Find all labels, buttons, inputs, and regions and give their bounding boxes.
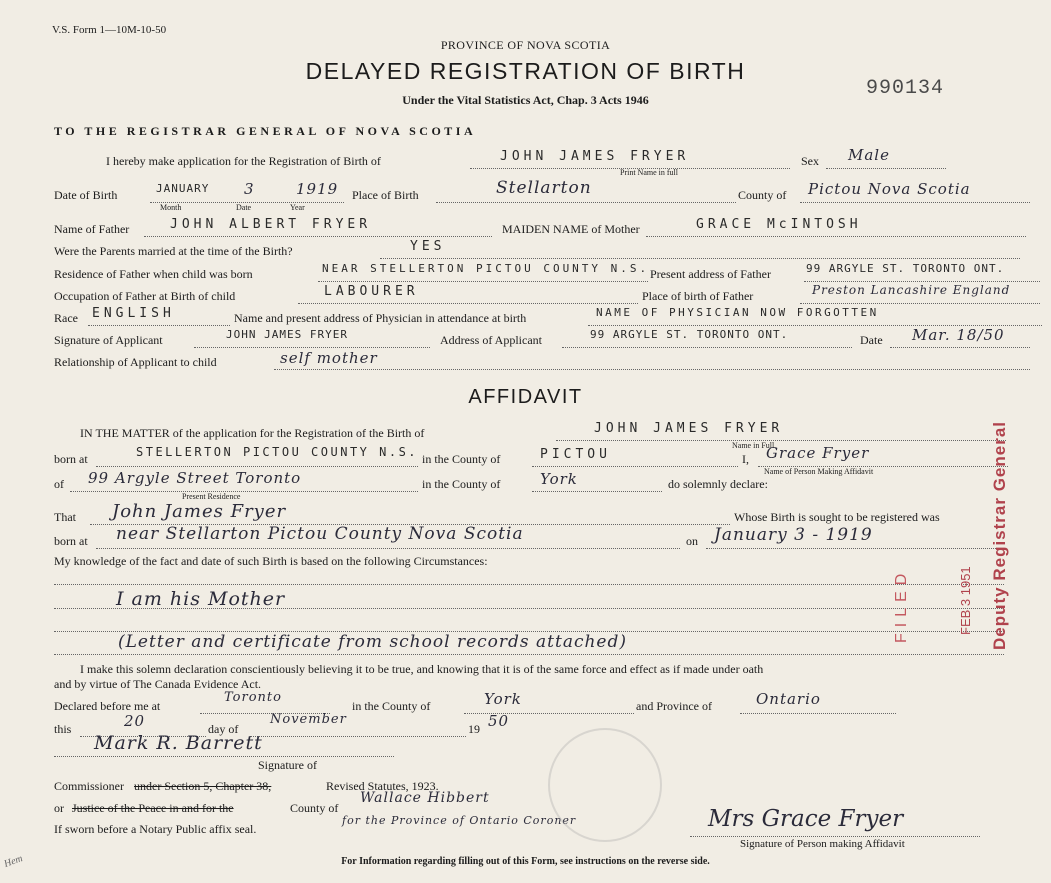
i-label: I,: [742, 452, 749, 466]
county-of-label: in the County of: [422, 452, 501, 466]
footer-info: For Information regarding filling out of this Form, see instructions on the reverse side.: [341, 856, 710, 867]
father-birthplace-value: Preston Lancashire England: [812, 283, 1011, 297]
pob-value: Stellarton: [496, 178, 592, 198]
solemn-declaration-2: and by virtue of The Canada Evidence Act.: [54, 677, 262, 691]
matter-label: IN THE MATTER of the application for the Registration of the Birth of: [80, 426, 425, 440]
revised-statutes: Revised Statutes, 1923.: [326, 779, 439, 793]
county3-value: York: [484, 690, 522, 708]
applicant-date-value: Mar. 18/50: [912, 326, 1005, 344]
affidavit-heading: AFFIDAVIT: [468, 386, 583, 408]
born-at-label: born at: [54, 452, 88, 466]
county4-label: County of: [290, 801, 339, 815]
serial-number: 990134: [866, 77, 945, 100]
applicant-signature-value: JOHN JAMES FRYER: [226, 328, 348, 341]
filed-date-stamp: FEB 3 1951: [958, 566, 973, 635]
born-at2-label: born at: [54, 534, 88, 548]
relationship-label: Relationship of Applicant to child: [54, 355, 217, 369]
dob-month: JANUARY: [156, 182, 210, 195]
addressee-line: TO THE REGISTRAR GENERAL OF NOVA SCOTIA: [54, 124, 477, 138]
this-label: this: [54, 722, 72, 736]
born-at-value: STELLERTON PICTOU COUNTY N.S.: [136, 445, 419, 459]
circumstance-line-1: I am his Mother: [116, 588, 286, 610]
race-label: Race: [54, 311, 78, 325]
county4-value: Wallace Hibbert: [360, 790, 490, 806]
born-at2-value: near Stellarton Pictou County Nova Scotia: [116, 524, 524, 544]
occupation-label: Occupation of Father at Birth of child: [54, 289, 236, 303]
solemn-declaration: I make this solemn declaration conscientiously believing it to be true, and knowing that it is of the same force and effect as if made under oath: [80, 662, 764, 676]
residence-label: Residence of Father when child was born: [54, 267, 253, 281]
notary-label: If sworn before a Notary Public affix seal.: [54, 822, 257, 836]
applicant-address-label: Address of Applicant: [440, 333, 542, 347]
commissioner-signature: Mark R. Barrett: [94, 732, 263, 754]
dob-day: 3: [244, 180, 255, 198]
day-of-label: day of: [208, 722, 239, 736]
pob-label: Place of Birth: [352, 188, 419, 202]
applicant-address-value: 99 ARGYLE ST. TORONTO ONT.: [590, 328, 789, 341]
affiant-name-caption: Name of Person Making Affidavit: [764, 467, 874, 476]
applicant-signature-label: Signature of Applicant: [54, 333, 163, 347]
child-name: JOHN JAMES FRYER: [500, 149, 690, 164]
father-birthplace-label: Place of birth of Father: [642, 289, 754, 303]
month-caption: Month: [160, 203, 182, 212]
application-label: I hereby make application for the Registration of Birth of: [106, 154, 381, 168]
province-label: and Province of: [636, 699, 712, 713]
married-value: YES: [410, 239, 446, 254]
date-caption: Date: [236, 203, 252, 212]
applicant-date-label: Date: [860, 333, 883, 347]
name-in-full-caption: Name in Full: [732, 441, 775, 450]
print-name-caption: Print Name in full: [620, 168, 678, 177]
notary-note: for the Province of Ontario Coroner: [342, 814, 577, 827]
sex-label: Sex: [801, 154, 819, 168]
residence-value: NEAR STELLERTON PICTOU COUNTY N.S.: [322, 262, 650, 275]
province-value: Ontario: [756, 690, 821, 708]
county2-value: York: [540, 470, 578, 488]
circumstance-line-2: (Letter and certificate from school records attached): [118, 632, 628, 652]
form-subtitle: Under the Vital Statistics Act, Chap. 3 Acts 1946: [402, 93, 649, 107]
mother-label: MAIDEN NAME of Mother: [502, 222, 640, 236]
mother-name: GRACE McINTOSH: [696, 217, 862, 232]
signature-of-label: Signature of: [258, 758, 317, 772]
on-label: on: [686, 534, 698, 548]
father-name: JOHN ALBERT FRYER: [170, 217, 372, 232]
form-title: DELAYED REGISTRATION OF BIRTH: [305, 58, 746, 84]
declared-at-label: Declared before me at: [54, 699, 161, 713]
married-label: Were the Parents married at the time of the Birth?: [54, 244, 293, 258]
or-label: or: [54, 801, 64, 815]
physician-label: Name and present address of Physician in attendance at birth: [234, 311, 527, 325]
declare-label: do solemnly declare:: [668, 477, 768, 491]
declared-at-value: Toronto: [224, 690, 282, 705]
father-label: Name of Father: [54, 222, 130, 236]
year-suffix: 50: [488, 712, 510, 730]
dob-label: Date of Birth: [54, 188, 118, 202]
that-value: John James Fryer: [112, 501, 287, 522]
of-label: of: [54, 477, 64, 491]
county-label: County of: [738, 188, 787, 202]
affiant-name: Grace Fryer: [766, 444, 870, 462]
county-of-value: PICTOU: [540, 447, 611, 462]
commissioner-struck: under Section 5, Chapter 38,: [134, 779, 272, 793]
commissioner-label: Commissioner: [54, 779, 125, 793]
matter-name: JOHN JAMES FRYER: [594, 421, 784, 436]
of-value: 99 Argyle Street Toronto: [88, 469, 302, 487]
that-label: That: [54, 510, 76, 524]
dob-year: 1919: [296, 180, 339, 198]
form-number: V.S. Form 1—10M-10-50: [52, 24, 167, 36]
year-prefix: 19: [468, 722, 480, 736]
month-value: November: [270, 712, 347, 727]
year-caption: Year: [290, 203, 305, 212]
knowledge-label: My knowledge of the fact and date of such Birth is based on the following Circumstances:: [54, 554, 488, 568]
province-heading: PROVINCE OF NOVA SCOTIA: [440, 38, 611, 52]
affiant-signature: Mrs Grace Fryer: [708, 806, 904, 832]
justice-struck: Justice of the Peace in and for the: [72, 801, 234, 815]
on-value: January 3 - 1919: [714, 525, 873, 545]
filed-stamp: FILED: [893, 567, 910, 643]
whose-birth-label: Whose Birth is sought to be registered was: [734, 510, 940, 524]
present-address-label: Present address of Father: [650, 267, 771, 281]
sex-value: Male: [848, 146, 890, 164]
relationship-value: self mother: [280, 349, 378, 367]
county-value: Pictou Nova Scotia: [808, 180, 971, 198]
county3-label: in the County of: [352, 699, 431, 713]
present-residence-caption: Present Residence: [182, 492, 241, 501]
deputy-registrar-stamp: Deputy Registrar General: [990, 420, 1009, 650]
race-value: ENGLISH: [92, 306, 175, 321]
affiant-signature-label: Signature of Person making Affidavit: [740, 838, 905, 850]
physician-value: NAME OF PHYSICIAN NOW FORGOTTEN: [596, 306, 879, 319]
day-value: 20: [124, 712, 146, 730]
pencil-note: Hem: [2, 853, 25, 870]
occupation-value: LABOURER: [324, 284, 419, 299]
present-address-value: 99 ARGYLE ST. TORONTO ONT.: [806, 262, 1005, 275]
county2-label: in the County of: [422, 477, 501, 491]
notary-seal: [548, 728, 662, 842]
